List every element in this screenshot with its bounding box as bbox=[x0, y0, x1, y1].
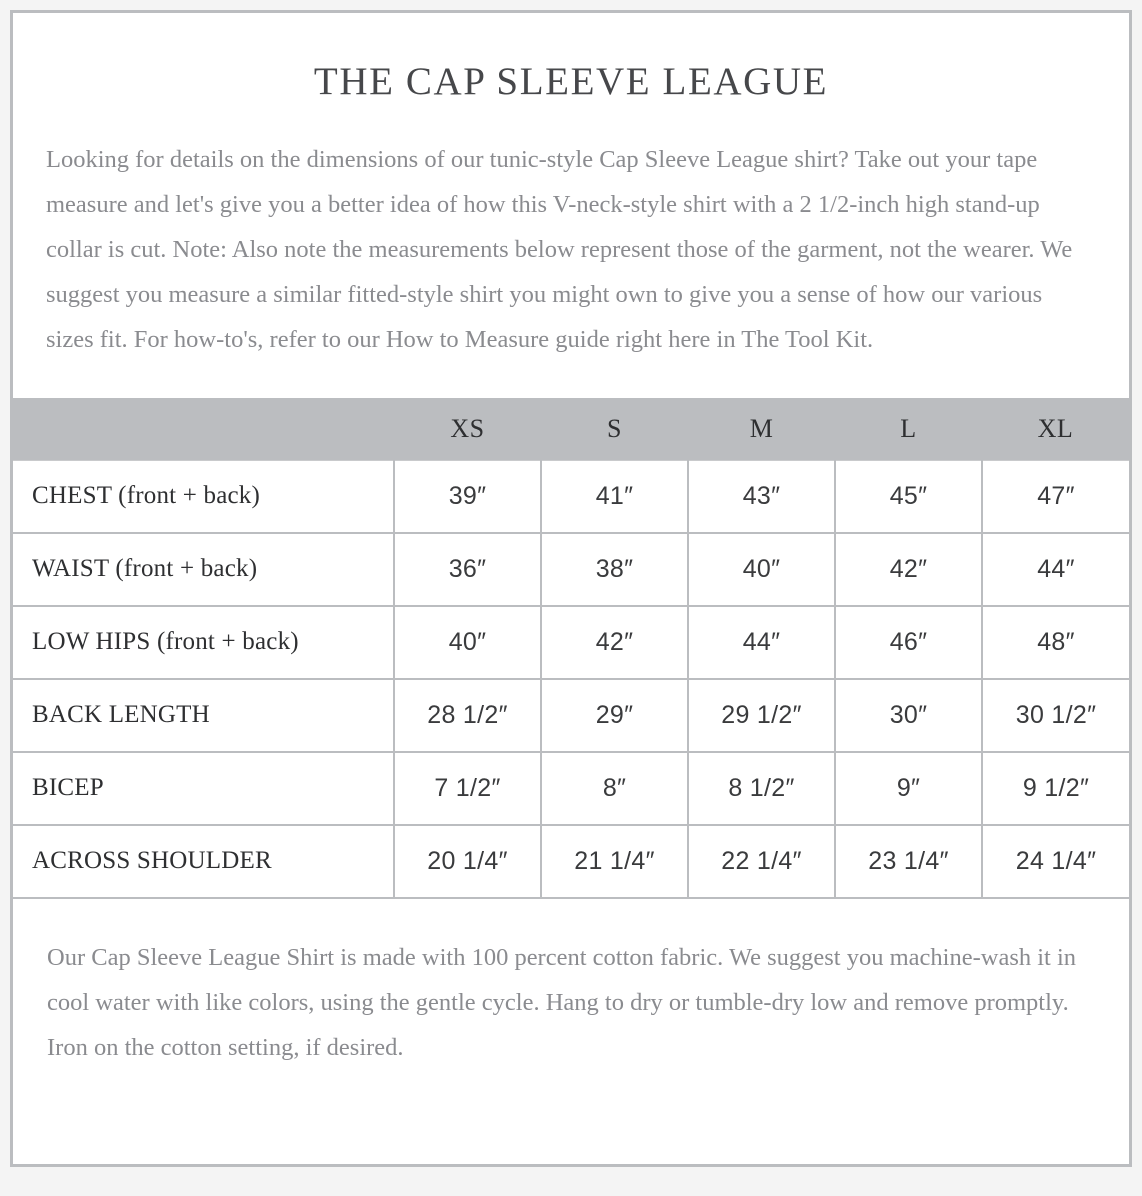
measurement-value: 41″ bbox=[541, 460, 688, 533]
measurement-value: 42″ bbox=[541, 606, 688, 679]
table-row bbox=[13, 825, 1129, 898]
measurement-value: 24 1/4″ bbox=[982, 825, 1129, 898]
measurement-value: 36″ bbox=[394, 533, 541, 606]
measurement-value: 29″ bbox=[541, 679, 688, 752]
care-instructions-paragraph: Our Cap Sleeve League Shirt is made with 100 percent cotton fabric. We suggest you machine-wash it in cool water with like colors, using the gentle cycle. Hang to dry or tumble-dry low and remove promptly. Iron on the cotton setting, if desired. bbox=[47, 943, 1077, 1061]
measurement-value: 20 1/4″ bbox=[394, 825, 541, 898]
table-header-size-xl: XL bbox=[982, 398, 1129, 461]
table-row bbox=[13, 533, 1129, 606]
measurement-value: 7 1/2″ bbox=[394, 752, 541, 825]
measurement-value: 23 1/4″ bbox=[835, 825, 982, 898]
measurement-value: 48″ bbox=[982, 606, 1129, 679]
table-header-row bbox=[13, 398, 1129, 461]
measurement-value: 40″ bbox=[394, 606, 541, 679]
table-header-corner bbox=[13, 398, 394, 461]
measurement-value: 22 1/4″ bbox=[688, 825, 835, 898]
measurement-value: 42″ bbox=[835, 533, 982, 606]
measurement-label: WAIST (front + back) bbox=[13, 533, 394, 606]
intro-paragraph: Looking for details on the dimensions of our tunic-style Cap Sleeve League shirt? Take out your tape measure and let's give you a better idea of how this V-neck-style shirt with a 2 1/2-inch high stand-up collar is cut. Note: Also note the measurements below represent those of the garment, not the wearer. We suggest you measure a similar fitted-style shirt you might own to give you a sense of how our various sizes fit. For how-to's, refer to our How to Measure guide right here in The Tool Kit. bbox=[46, 145, 1073, 353]
page-title: THE CAP SLEEVE LEAGUE bbox=[313, 60, 829, 103]
table-body bbox=[13, 460, 1129, 898]
measurement-value: 46″ bbox=[835, 606, 982, 679]
measurement-value: 9 1/2″ bbox=[982, 752, 1129, 825]
measurement-label: CHEST (front + back) bbox=[13, 460, 394, 533]
measurement-value: 9″ bbox=[835, 752, 982, 825]
measurement-label: BICEP bbox=[13, 752, 394, 825]
measurement-value: 44″ bbox=[688, 606, 835, 679]
table-row bbox=[13, 679, 1129, 752]
measurement-label: BACK LENGTH bbox=[13, 679, 394, 752]
measurement-value: 8 1/2″ bbox=[688, 752, 835, 825]
measurement-value: 47″ bbox=[982, 460, 1129, 533]
table-header-size-l: L bbox=[835, 398, 982, 461]
table-header-size-xs: XS bbox=[394, 398, 541, 461]
measurement-value: 39″ bbox=[394, 460, 541, 533]
measurement-value: 8″ bbox=[541, 752, 688, 825]
table-header-size-s: S bbox=[541, 398, 688, 461]
measurement-value: 44″ bbox=[982, 533, 1129, 606]
measurement-value: 21 1/4″ bbox=[541, 825, 688, 898]
measurement-value: 40″ bbox=[688, 533, 835, 606]
size-chart-table bbox=[13, 398, 1129, 899]
measurement-value: 38″ bbox=[541, 533, 688, 606]
table-header bbox=[13, 398, 1129, 461]
measurement-value: 43″ bbox=[688, 460, 835, 533]
table-row bbox=[13, 752, 1129, 825]
measurement-value: 30 1/2″ bbox=[982, 679, 1129, 752]
measurement-value: 30″ bbox=[835, 679, 982, 752]
measurement-value: 45″ bbox=[835, 460, 982, 533]
table-row bbox=[13, 460, 1129, 533]
measurement-value: 28 1/2″ bbox=[394, 679, 541, 752]
measurement-label: ACROSS SHOULDER bbox=[13, 825, 394, 898]
table-header-size-m: M bbox=[688, 398, 835, 461]
size-guide-panel bbox=[10, 10, 1132, 1167]
table-row bbox=[13, 606, 1129, 679]
measurement-label: LOW HIPS (front + back) bbox=[13, 606, 394, 679]
measurement-value: 29 1/2″ bbox=[688, 679, 835, 752]
